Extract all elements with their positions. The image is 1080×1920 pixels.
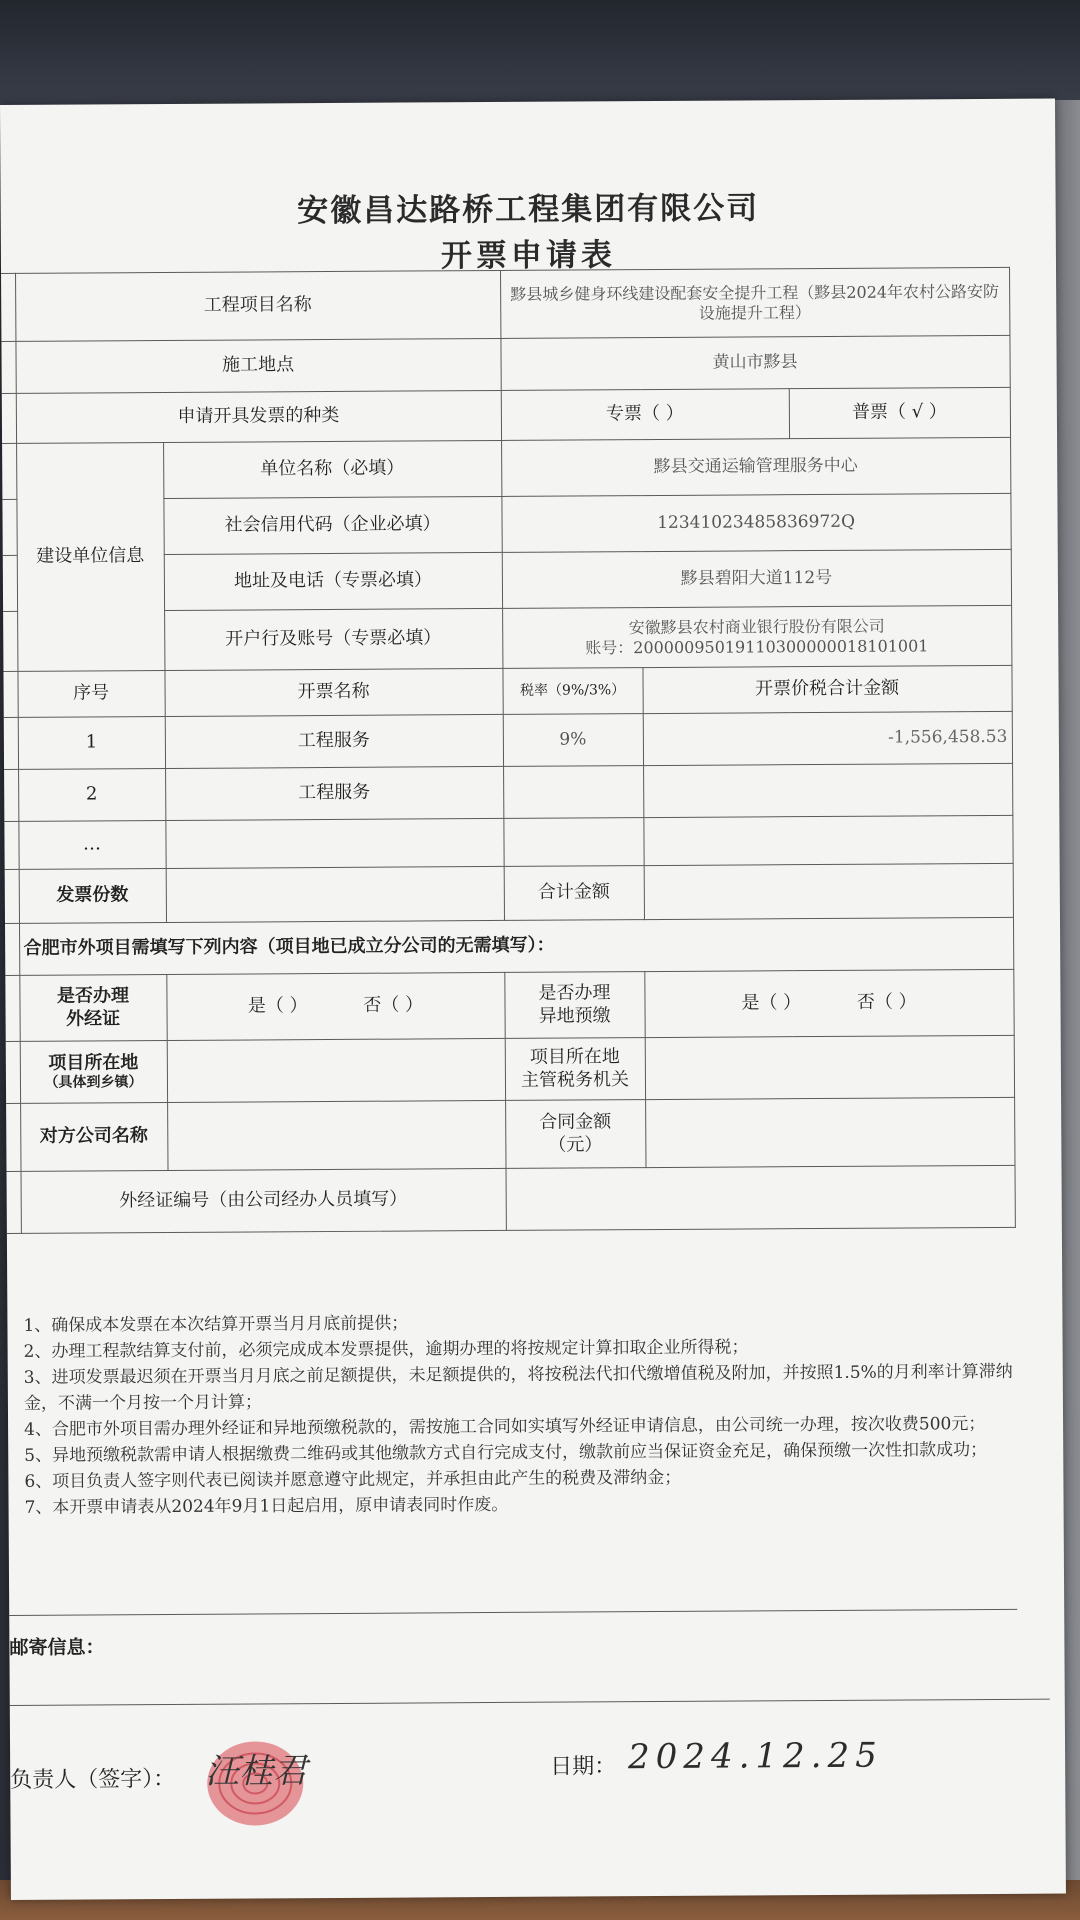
- total-label: 合计金额: [504, 866, 644, 921]
- prepay-label: [504, 972, 644, 1039]
- row-project-location: [6, 1035, 1014, 1103]
- bank-value[interactable]: [502, 605, 1011, 668]
- project-name-label: 工程项目名称: [15, 270, 500, 341]
- row-name[interactable]: 工程服务: [165, 714, 503, 768]
- row-amount[interactable]: -1,556,458.53: [643, 711, 1012, 765]
- bank-name: 安徽黟县农村商业银行股份有限公司: [628, 616, 885, 637]
- col-rate-header: 税率（9%/3%）: [502, 668, 642, 715]
- table-row: [4, 763, 1012, 821]
- company-name: 安徽昌达路桥工程集团有限公司: [297, 190, 760, 230]
- license-number-value[interactable]: [506, 1165, 1015, 1230]
- note-item: 1、确保成本发票在本次结算开票当月月底前提供；: [23, 1313, 409, 1336]
- prepay-options: [644, 969, 1013, 1037]
- invoice-type-label: 申请开具发票的种类: [16, 390, 501, 443]
- unit-name-value[interactable]: 黟县交通运输管理服务中心: [501, 437, 1010, 496]
- invoice-form-table: [1, 267, 1015, 1234]
- divider: [10, 1699, 1050, 1706]
- tax-office-value[interactable]: [645, 1035, 1014, 1099]
- tax-office-line2: 主管税务机关: [520, 1068, 630, 1091]
- address-label: 地址及电话（专票必填）: [164, 552, 502, 610]
- notes-section: [23, 1307, 1014, 1521]
- row-name[interactable]: 工程服务: [165, 766, 503, 820]
- form-paper: [0, 99, 1066, 1900]
- special-invoice-option[interactable]: 专票（ ）: [501, 389, 789, 441]
- row-rate[interactable]: [503, 818, 643, 867]
- row-rate[interactable]: [503, 766, 643, 819]
- note-item: 3、进项发票最迟须在开票当月月底之前足额提供，未足额提供的，将按税法代扣代缴增值税及附加，并按照1.5%的月利率计算滞纳金，不满一个月按一个月计算；: [23, 1361, 1013, 1414]
- table-row: [4, 815, 1012, 869]
- row-name[interactable]: [165, 818, 503, 868]
- bank-account: 账号：20000095019110300000018101001: [585, 635, 929, 657]
- row-seq: …: [18, 821, 165, 870]
- credit-code-label: 社会信用代码（企业必填）: [163, 496, 501, 554]
- row-rate[interactable]: 9%: [503, 714, 643, 767]
- contract-amount-value[interactable]: [645, 1097, 1014, 1167]
- divider: [9, 1609, 1017, 1616]
- row-license: [5, 969, 1013, 1041]
- builder-group-label: 建设单位信息: [16, 443, 164, 672]
- note-item: 6、项目负责人签字则代表已阅读并愿意遵守此规定，并承担由此产生的税费及滞纳金；: [24, 1467, 682, 1492]
- col-name-header: 开票名称: [164, 668, 502, 716]
- col-seq-header: 序号: [17, 671, 164, 718]
- external-intro: 合肥市外项目需填写下列内容（项目地已成立分公司的无需填写）：: [19, 917, 1013, 975]
- row-unit-name: [2, 437, 1010, 499]
- note-item: 2、办理工程款结算支付前，必须完成成本发票提供，逾期办理的将按规定计算扣取企业所得税；: [23, 1337, 749, 1362]
- contract-amount-label: [505, 1100, 645, 1169]
- row-project-name: [1, 267, 1009, 341]
- address-value[interactable]: 黟县碧阳大道112号: [502, 549, 1011, 608]
- project-name-value[interactable]: 黟县城乡健身环线建设配套安全提升工程（黟县2024年农村公路安防设施提升工程）: [500, 267, 1009, 338]
- handwritten-signature: 汪桂君: [205, 1751, 308, 1792]
- row-copies-total: [5, 863, 1013, 923]
- location-label: 施工地点: [15, 338, 500, 393]
- project-location-line2: （具体到乡镇）: [44, 1074, 143, 1091]
- items-header-row: [3, 665, 1011, 717]
- bank-label: 开户行及账号（专票必填）: [164, 608, 502, 670]
- license-yes-option[interactable]: 是（ ）: [247, 995, 308, 1017]
- prepay-label-line2: 异地预缴: [538, 1004, 611, 1027]
- credit-code-value[interactable]: 12341023485836972Q: [501, 493, 1010, 552]
- prepay-yes-option[interactable]: 是（ ）: [741, 992, 802, 1014]
- prepay-no-option[interactable]: 否（ ）: [856, 991, 917, 1014]
- row-seq: 1: [18, 717, 165, 770]
- row-license-number: [7, 1165, 1015, 1233]
- license-label-line1: 是否办理: [56, 985, 130, 1007]
- row-amount[interactable]: [643, 763, 1012, 817]
- license-label: [19, 975, 166, 1042]
- contract-amount-line2: （元）: [548, 1133, 603, 1156]
- copies-value[interactable]: [166, 866, 504, 922]
- project-location-value[interactable]: [167, 1038, 505, 1102]
- row-amount[interactable]: [643, 815, 1012, 865]
- row-location: [1, 335, 1009, 393]
- project-location-label: [20, 1040, 167, 1103]
- license-number-label: 外经证编号（由公司经办人员填写）: [21, 1168, 506, 1233]
- date-label: 日期：: [550, 1754, 617, 1780]
- note-item: 5、异地预缴税款需申请人根据缴费二维码或其他缴款方式自行完成支付，缴款前应当保证资金充足，确保预缴一次性扣款成功；: [24, 1439, 988, 1466]
- counterparty-value[interactable]: [167, 1100, 505, 1170]
- form-title: 开票申请表: [440, 237, 617, 275]
- unit-name-label: 单位名称（必填）: [163, 440, 501, 498]
- location-value[interactable]: 黄山市黟县: [500, 335, 1009, 390]
- handwritten-date[interactable]: 2024.12.25: [627, 1735, 883, 1778]
- counterparty-label: 对方公司名称: [20, 1102, 167, 1171]
- signer-label: 负责人（签字）：: [10, 1766, 176, 1793]
- row-invoice-type: [2, 387, 1010, 443]
- license-no-option[interactable]: 否（ ）: [363, 994, 424, 1017]
- contract-amount-line1: 合同金额: [539, 1111, 612, 1133]
- mail-info-label: 邮寄信息：: [9, 1636, 105, 1659]
- project-location-line1: 项目所在地: [48, 1051, 139, 1074]
- tax-office-label: [505, 1038, 645, 1101]
- prepay-label-line1: 是否办理: [538, 982, 611, 1004]
- col-amount-header: 开票价税合计金额: [642, 665, 1011, 713]
- total-value[interactable]: [644, 863, 1013, 919]
- copies-label: 发票份数: [19, 869, 166, 924]
- normal-invoice-option[interactable]: 普票（ √ ）: [789, 387, 1010, 438]
- license-options: [166, 972, 504, 1040]
- license-label-line2: 外经证: [66, 1007, 121, 1030]
- table-row: [4, 711, 1012, 769]
- tax-office-line1: 项目所在地: [529, 1046, 620, 1068]
- row-counterparty: [6, 1097, 1014, 1171]
- note-item: 7、本开票申请表从2024年9月1日起启用，原申请表同时作废。: [24, 1494, 509, 1518]
- note-item: 4、合肥市外项目需办理外经证和异地预缴税款的，需按施工合同如实填写外经证申请信息，由公司统一办理，按次收费500元；: [24, 1414, 986, 1440]
- row-external-intro: [5, 917, 1013, 975]
- row-seq: 2: [18, 769, 165, 822]
